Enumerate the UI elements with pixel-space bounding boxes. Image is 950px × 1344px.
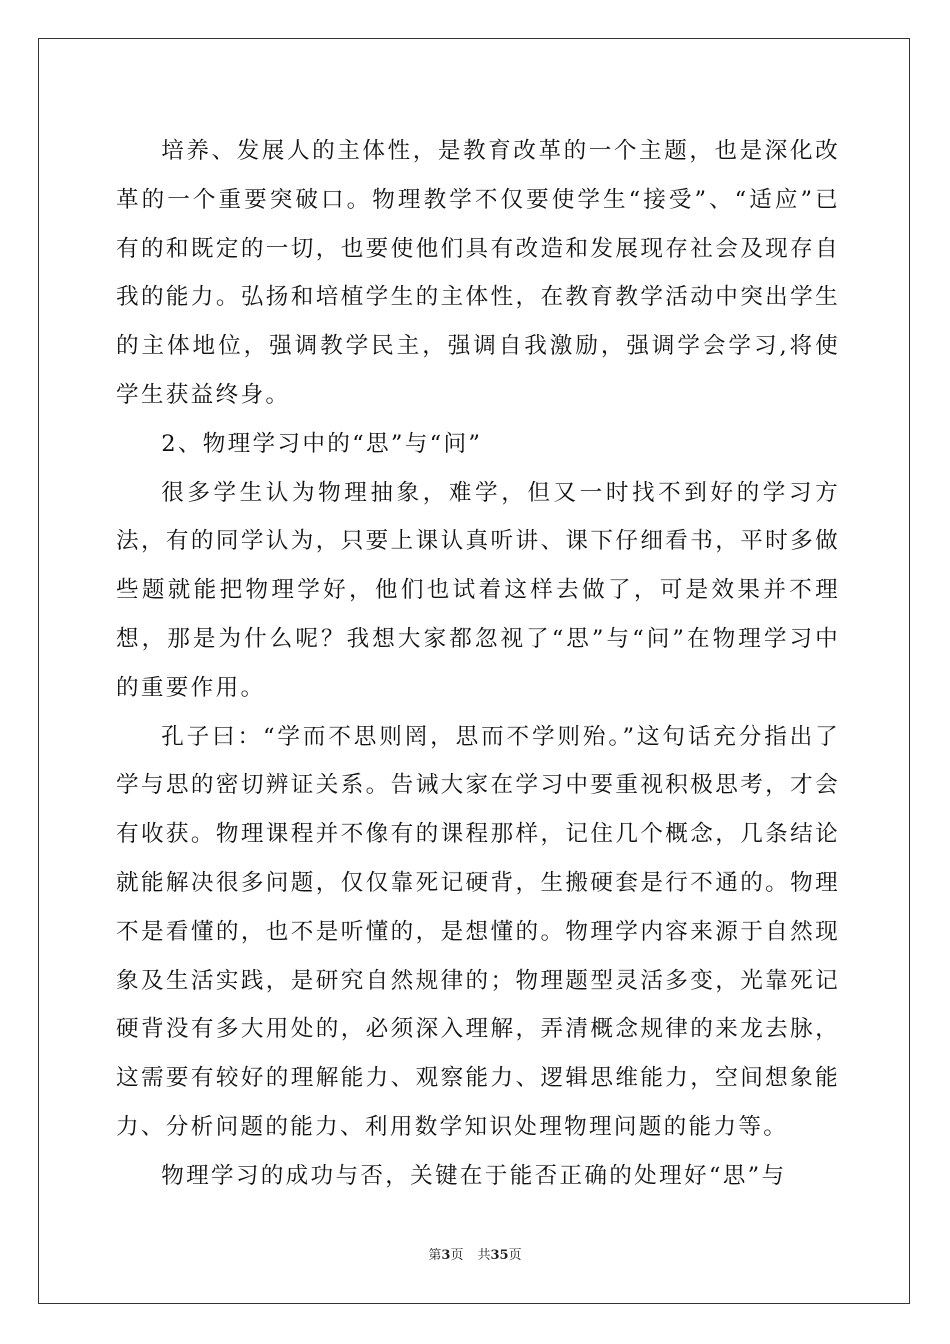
paragraph-subjectivity: 培养、发展人的主体性，是教育改革的一个主题，也是深化改革的一个重要突破口。物理教学不仅要使学生“接受”、“适应”已有的和既定的一切，也要使他们具有改造和发展现存社会及现存自我的能力。弘扬和培植学生的主体性，在教育教学活动中突出学生的主体地位，强调教学民主，强调自我激励，强调学会学习,将使学生获益终身。 [116,138,840,408]
page-footer [0,1248,950,1264]
total-pages-number: 35 [490,1248,509,1263]
total-prefix: 共 [477,1248,491,1263]
paragraph-learning-methods: 很多学生认为物理抽象，难学，但又一时找不到好的学习方法，有的同学认为，只要上课认真听讲、课下仔细看书，平时多做些题就能把物理学好，他们也试着这样去做了，可是效果并不理想，那是为什么呢？我想大家都忽视了“思”与“问”在物理学习中的重要作用。 [116,479,840,701]
total-suffix: 页 [508,1248,522,1263]
current-page-number: 3 [441,1248,451,1263]
document-body [116,127,840,1201]
page-suffix: 页 [450,1248,464,1263]
section-heading: 2、物理学习中的“思”与“问” [161,430,483,457]
paragraph-confucius-quote: 孔子曰：“学而不思则罔，思而不学则殆。”这句话充分指出了学与思的密切辨证关系。告诫大家在学习中要重视积极思考，才会有收获。物理课程并不像有的课程那样，记住几个概念，几条结论就能解决很多问题，仅仅靠死记硬背，生搬硬套是行不通的。物理不是看懂的，也不是听懂的，是想懂的。物理学内容来源于自然现象及生活实践，是研究自然规律的；物理题型灵活多变，光靠死记硬背没有多大用处的，必须深入理解，弄清概念规律的来龙去脉，这需要有较好的理解能力、观察能力、逻辑思维能力，空间想象能力、分析问题的能力、利用数学知识处理物理问题的能力等。 [116,723,840,1140]
page-prefix: 第 [428,1248,442,1263]
paragraph-success-key: 物理学习的成功与否，关键在于能否正确的处理好“思”与 [161,1162,787,1189]
